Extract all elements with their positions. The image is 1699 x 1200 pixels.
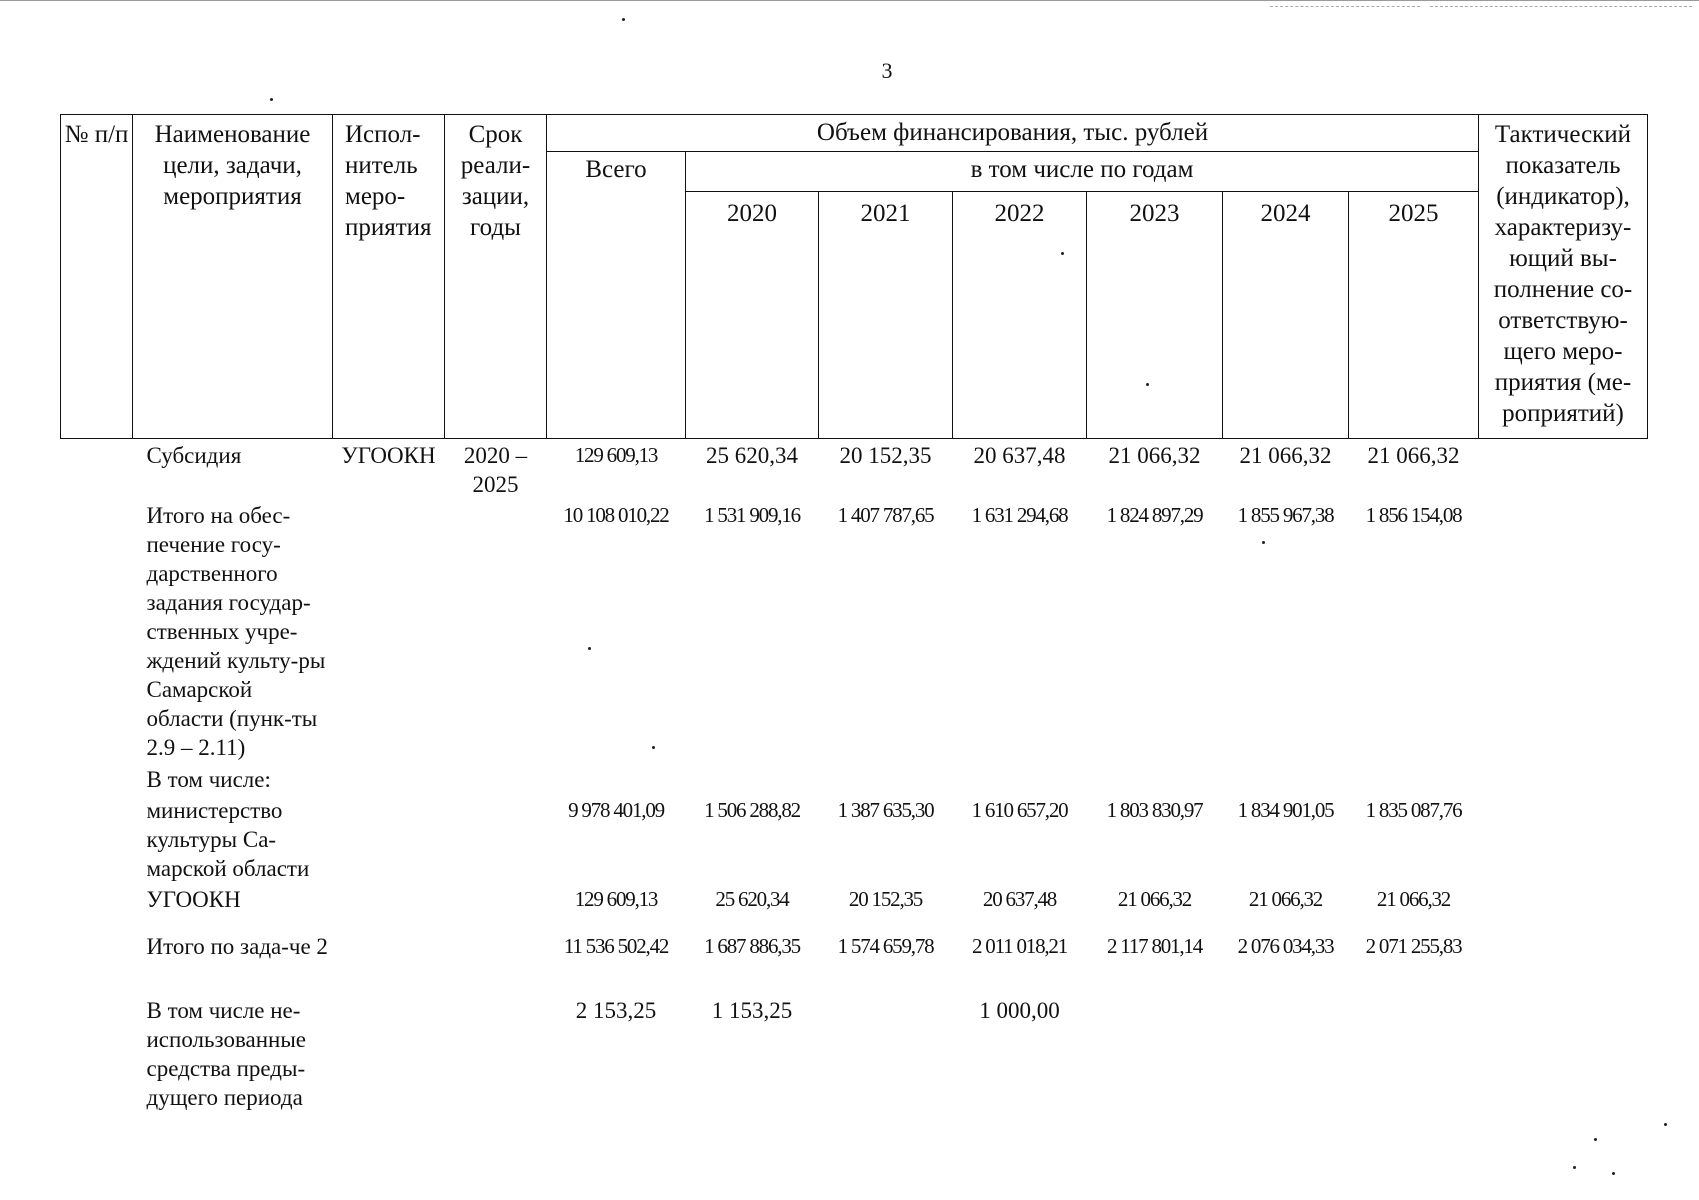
row-term <box>445 930 547 994</box>
table-row <box>61 930 1648 994</box>
row-2020 <box>686 763 819 794</box>
scan-speck <box>1612 1172 1615 1175</box>
row-2024: 1 834 901,05 <box>1237 798 1334 822</box>
row-2022: 20 637,48 <box>973 443 1066 468</box>
row-total: 9 978 401,09 <box>568 798 664 822</box>
row-term: 2020 – 2025 <box>463 443 528 497</box>
row-2020: 1 531 909,16 <box>704 503 800 527</box>
table-row <box>61 994 1648 1114</box>
row-2024: 2 076 034,33 <box>1237 934 1334 958</box>
row-2023: 21 066,32 <box>1117 887 1192 911</box>
row-2020: 25 620,34 <box>715 887 789 911</box>
row-name: В том числе не-использованные средства преды-дущего периода <box>146 998 306 1110</box>
row-total <box>547 763 686 794</box>
row-2021 <box>819 994 953 1114</box>
row-term <box>445 883 547 930</box>
row-2024 <box>1223 994 1349 1114</box>
row-name: УГООКН <box>146 887 241 912</box>
row-2023 <box>1087 763 1223 794</box>
header-by-years: в том числе по годам <box>686 152 1479 192</box>
row-2023 <box>1087 994 1223 1114</box>
row-2023: 2 117 801,14 <box>1106 934 1203 958</box>
table-row <box>61 794 1648 883</box>
row-name: В том числе: <box>146 767 271 792</box>
row-executor <box>333 763 445 794</box>
row-2020: 1 153,25 <box>711 998 793 1023</box>
row-2024: 1 855 967,38 <box>1237 503 1334 527</box>
table-row <box>61 763 1648 794</box>
row-2021: 20 152,35 <box>839 443 932 468</box>
scan-speck <box>270 98 273 101</box>
row-name: Итого на обес-печение госу-дарственного задания государ-ственных учре-ждений культу-ры Самарской области (пунк-ты 2.9 – 2.11) <box>146 503 326 760</box>
row-2025: 2 071 255,83 <box>1365 934 1462 958</box>
row-2022: 1 610 657,20 <box>971 798 1068 822</box>
row-2020: 1 687 886,35 <box>704 934 800 958</box>
scan-dash-mark <box>1430 6 1692 7</box>
table-row <box>61 883 1648 930</box>
row-total: 10 108 010,22 <box>563 503 669 527</box>
header-number: № п/п <box>61 115 133 439</box>
row-2021: 1 407 787,65 <box>837 503 934 527</box>
row-name: Итого по зада-че 2 <box>146 934 328 959</box>
row-executor <box>333 930 445 994</box>
row-term <box>445 499 547 763</box>
row-term <box>445 763 547 794</box>
row-2024 <box>1223 763 1349 794</box>
header-indicator: Тактический показатель (индикатор), характеризу-ющий вы-полнение со-ответствую-щего меро-приятия (ме-роприятий) <box>1479 115 1648 439</box>
row-2025: 21 066,32 <box>1367 443 1460 468</box>
row-2021 <box>819 763 953 794</box>
header-year-2023: 2023 <box>1087 192 1223 439</box>
row-2025: 21 066,32 <box>1376 887 1451 911</box>
row-2023: 1 803 830,97 <box>1106 798 1203 822</box>
header-total: Всего <box>547 152 686 439</box>
row-2025: 1 835 087,76 <box>1365 798 1462 822</box>
scan-speck <box>1594 1138 1597 1141</box>
row-2022: 1 000,00 <box>979 998 1060 1023</box>
row-executor: УГООКН <box>341 443 436 468</box>
row-2024: 21 066,32 <box>1248 887 1323 911</box>
scan-speck <box>1573 1166 1576 1169</box>
row-executor <box>333 794 445 883</box>
header-name: Наименование цели, задачи, мероприятия <box>133 115 333 439</box>
row-2022: 2 011 018,21 <box>971 934 1068 958</box>
header-year-2022: 2022 <box>953 192 1087 439</box>
row-executor <box>333 499 445 763</box>
row-2021: 1 574 659,78 <box>837 934 934 958</box>
row-total: 11 536 502,42 <box>563 934 669 958</box>
row-2021: 1 387 635,30 <box>837 798 934 822</box>
row-2023: 21 066,32 <box>1108 443 1201 468</box>
row-2025 <box>1349 994 1479 1114</box>
row-total: 2 153,25 <box>575 998 657 1023</box>
table-row <box>61 499 1648 763</box>
row-2022: 20 637,48 <box>982 887 1057 911</box>
row-2025 <box>1349 763 1479 794</box>
row-2020: 1 506 288,82 <box>704 798 800 822</box>
row-executor <box>333 994 445 1114</box>
row-2024: 21 066,32 <box>1239 443 1332 468</box>
row-term <box>445 794 547 883</box>
header-year-2020: 2020 <box>686 192 819 439</box>
row-name: министерство культуры Са-марской области <box>146 798 310 881</box>
header-funding: Объем финансирования, тыс. рублей <box>547 115 1479 152</box>
row-name: Субсидия <box>146 443 242 468</box>
table-row <box>61 439 1648 500</box>
row-2021: 20 152,35 <box>848 887 923 911</box>
scan-speck <box>1664 1123 1667 1126</box>
scan-speck <box>622 18 625 21</box>
row-2020: 25 620,34 <box>706 443 798 468</box>
row-term <box>445 994 547 1114</box>
header-executor: Испол-нитель меро-приятия <box>333 115 445 439</box>
scan-dash-mark <box>1270 6 1420 7</box>
page-number: 3 <box>881 58 893 83</box>
row-total: 129 609,13 <box>574 443 658 467</box>
header-term: Срок реали-зации, годы <box>445 115 547 439</box>
row-2023: 1 824 897,29 <box>1106 503 1203 527</box>
row-total: 129 609,13 <box>574 887 658 911</box>
header-year-2021: 2021 <box>819 192 953 439</box>
header-year-2024: 2024 <box>1223 192 1349 439</box>
row-2022: 1 631 294,68 <box>971 503 1068 527</box>
financing-table <box>60 114 1648 1114</box>
row-executor <box>333 883 445 930</box>
row-2025: 1 856 154,08 <box>1365 503 1462 527</box>
scan-top-edge <box>0 0 1699 1</box>
row-2022 <box>953 763 1087 794</box>
header-year-2025: 2025 <box>1349 192 1479 439</box>
